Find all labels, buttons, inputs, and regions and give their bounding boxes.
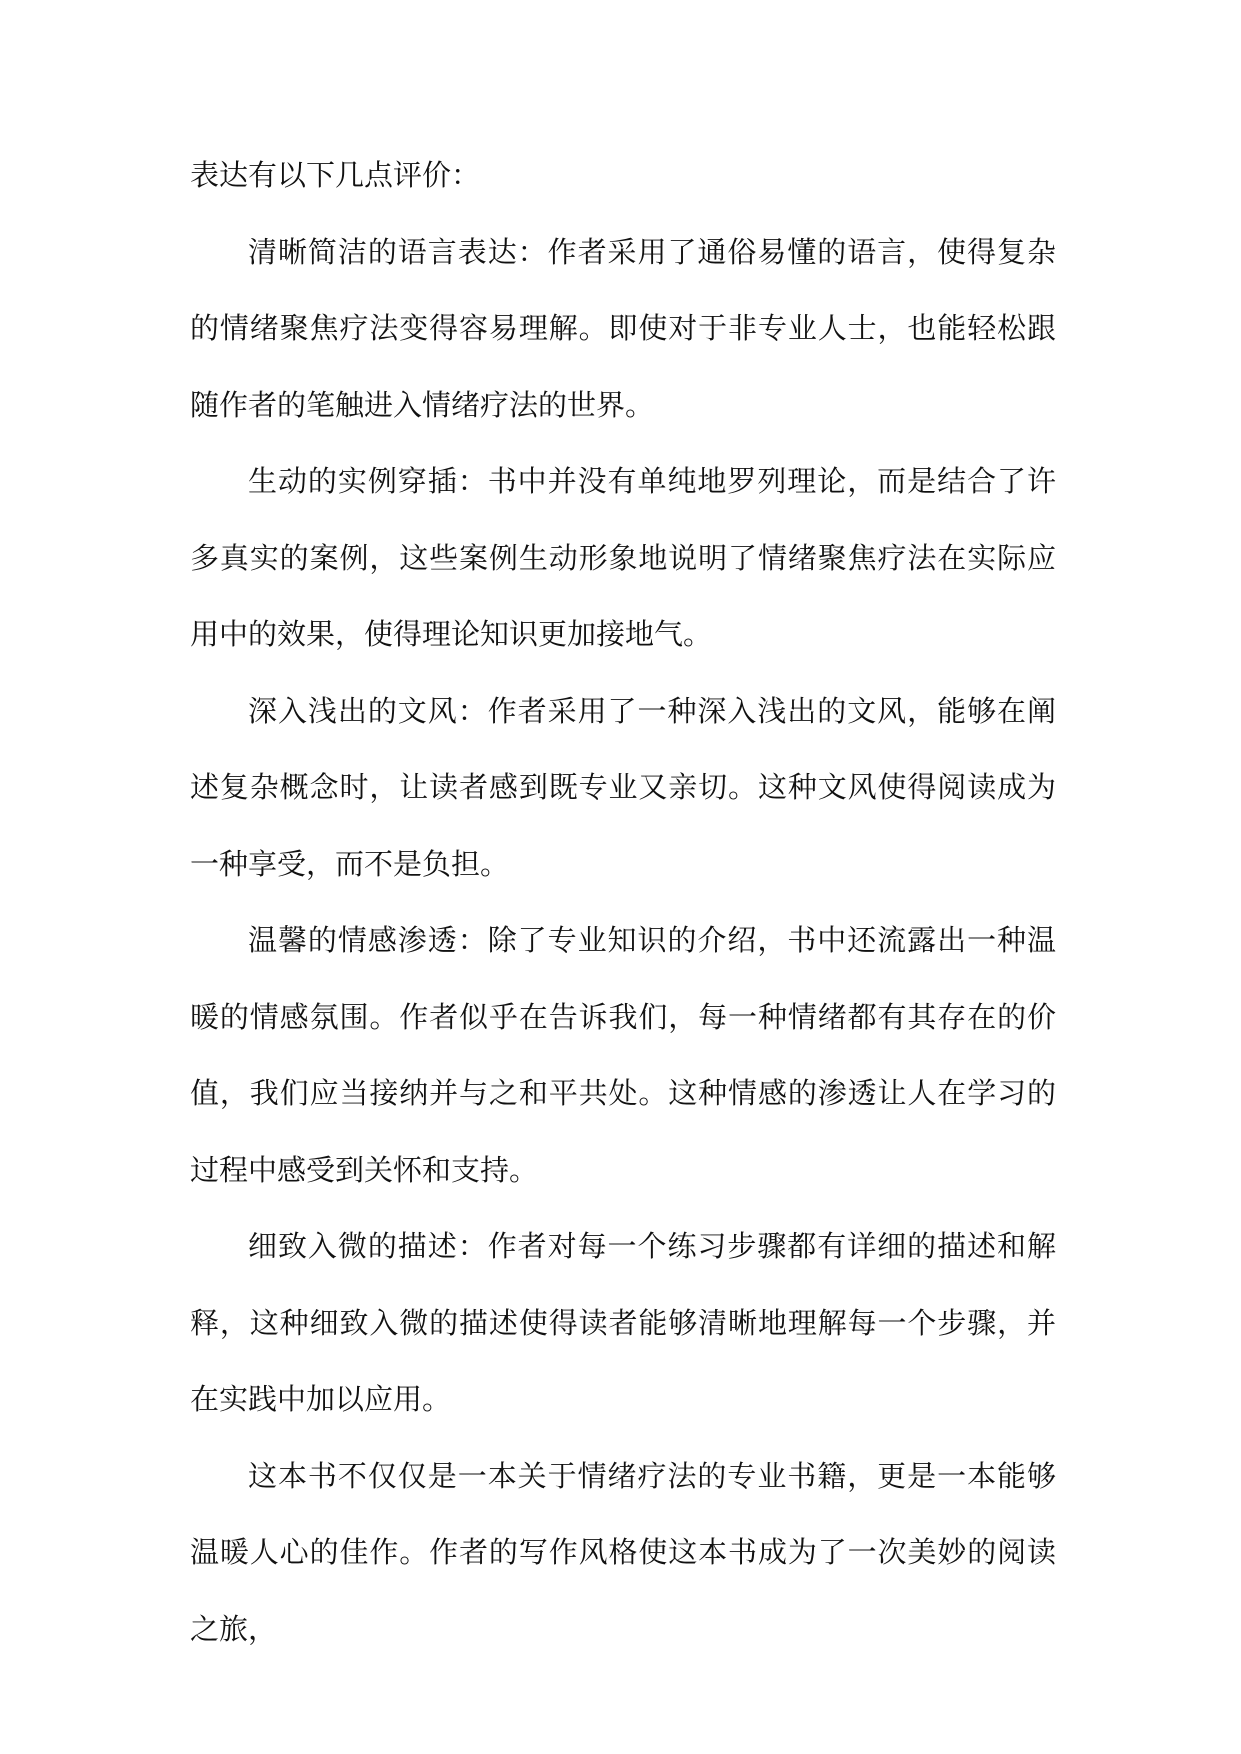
body-text [190,137,1056,1667]
paragraph-emotional-warmth: 温馨的情感渗透：除了专业知识的介绍，书中还流露出一种温暖的情感氛围。作者似乎在告诉我们，每一种情绪都有其存在的价值，我们应当接纳并与之和平共处。这种情感的渗透让人在学习的过程中感受到关怀和支持。 [190,923,1056,1187]
paragraph-detailed-description: 细致入微的描述：作者对每一个练习步骤都有详细的描述和解释，这种细致入微的描述使得读者能够清晰地理解每一个步骤，并在实践中加以应用。 [190,1229,1056,1416]
paragraph-accessible-style: 深入浅出的文风：作者采用了一种深入浅出的文风，能够在阐述复杂概念时，让读者感到既专业又亲切。这种文风使得阅读成为一种享受，而不是负担。 [190,693,1056,881]
paragraph-intro: 表达有以下几点评价： [190,158,481,192]
paragraph-vivid-examples: 生动的实例穿插：书中并没有单纯地罗列理论，而是结合了许多真实的案例，这些案例生动形象地说明了情绪聚焦疗法在实际应用中的效果，使得理论知识更加接地气。 [190,464,1056,651]
paragraph-conclusion: 这本书不仅仅是一本关于情绪疗法的专业书籍，更是一本能够温暖人心的佳作。作者的写作风格使这本书成为了一次美妙的阅读之旅， [190,1458,1056,1646]
paragraph-clear-language: 清晰简洁的语言表达：作者采用了通俗易懂的语言，使得复杂的情绪聚焦疗法变得容易理解。即使对于非专业人士，也能轻松跟随作者的笔触进入情绪疗法的世界。 [190,234,1056,422]
